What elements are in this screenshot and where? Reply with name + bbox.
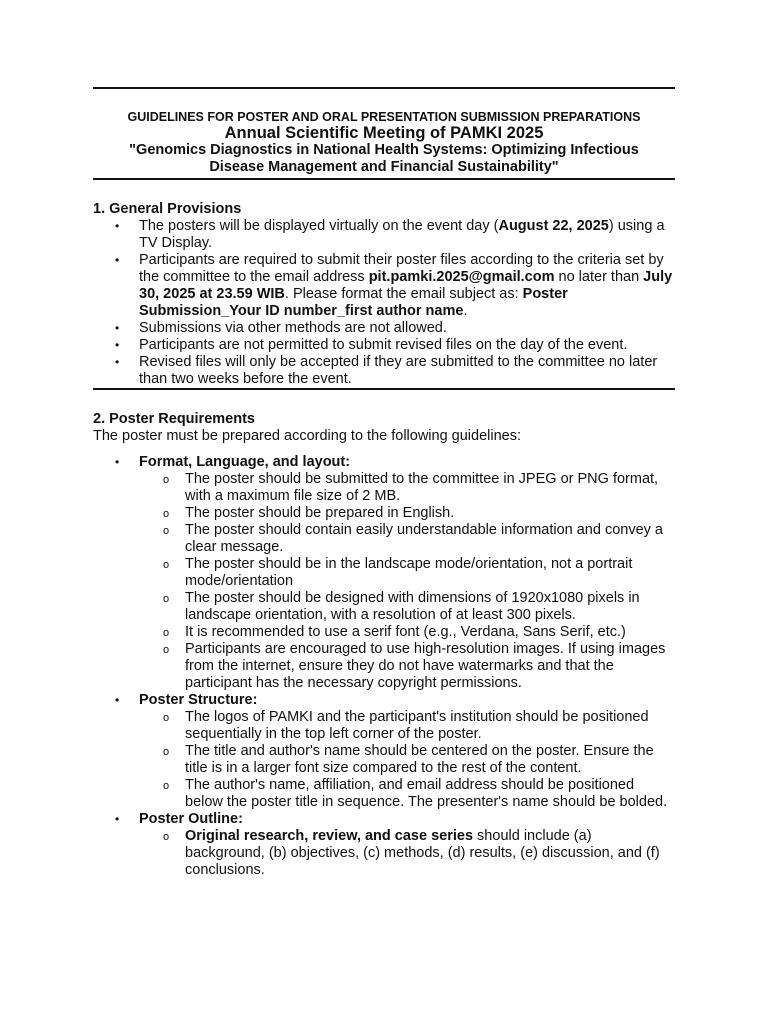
- submission-deadline: July 30, 2025 at 23.59 WIB: [139, 269, 673, 302]
- general-provisions-list: [93, 218, 675, 388]
- list-item: o The poster should be submitted to the committee in JPEG or PNG format, with a maximum file size of 2 MB.: [163, 471, 659, 504]
- structure-heading: Poster Structure:: [139, 692, 258, 708]
- poster-structure-bullet: [93, 692, 675, 709]
- bullet-icon: •: [115, 253, 120, 267]
- list-item: o Original research, review, and case series should include (a) background, (b) objectives, (c) methods, (d) results, (e) discussion, and (f) conclusions.: [163, 828, 660, 878]
- theme-line-2: Disease Management and Financial Sustainability": [209, 159, 559, 175]
- circle-bullet-icon: o: [163, 508, 170, 520]
- list-item: o The poster should be designed with dimensions of 1920x1080 pixels in landscape orientation, with a resolution of at least 300 pixels.: [163, 590, 640, 623]
- list-item: [93, 692, 675, 709]
- theme-line-1: "Genomics Diagnostics in National Health Systems: Optimizing Infectious: [129, 142, 639, 158]
- circle-bullet-icon: o: [163, 627, 170, 639]
- bullet-icon: •: [115, 355, 120, 369]
- circle-bullet-icon: o: [163, 474, 170, 486]
- circle-bullet-icon: o: [163, 644, 170, 656]
- list-item: o It is recommended to use a serif font (e.g., Verdana, Sans Serif, etc.): [163, 624, 626, 640]
- list-item: o Participants are encouraged to use high-resolution images. If using images from the internet, ensure they do not have watermarks and that the participant has the necessary copyright permissions.: [163, 641, 666, 691]
- list-item: o The poster should be in the landscape mode/orientation, not a portrait mode/orientation: [163, 556, 633, 589]
- format-heading: Format, Language, and layout:: [139, 454, 351, 470]
- section-intro: The poster must be prepared according to the following guidelines:: [93, 428, 522, 444]
- circle-bullet-icon: o: [163, 525, 170, 537]
- list-item: o The poster should be prepared in English.: [163, 505, 455, 521]
- guidelines-title: GUIDELINES FOR POSTER AND ORAL PRESENTATION SUBMISSION PREPARATIONS: [127, 110, 641, 124]
- circle-bullet-icon: o: [163, 831, 170, 843]
- section-rule: [93, 388, 675, 390]
- circle-bullet-icon: o: [163, 593, 170, 605]
- list-item: o The title and author's name should be centered on the poster. Ensure the title is in a larger font size compared to the rest of the content.: [163, 743, 654, 776]
- list-item: • Participants are required to submit their poster files according to the criteria set by the committee to the email address pit.pamki.2025@gmail.com no later than July 30, 2025 at 23.59 WIB. Please format the email subject as: Poster Submission_Your ID number_first author name.: [115, 252, 673, 319]
- bullet-icon: •: [115, 338, 120, 352]
- circle-bullet-icon: o: [163, 559, 170, 571]
- circle-bullet-icon: o: [163, 746, 170, 758]
- header-rule: [93, 178, 675, 180]
- list-item: • Submissions via other methods are not allowed.: [115, 320, 447, 336]
- circle-bullet-icon: o: [163, 712, 170, 724]
- poster-outline-bullet: [93, 811, 675, 828]
- bullet-icon: •: [115, 812, 120, 826]
- outline-list: [93, 828, 675, 879]
- bullet-icon: •: [115, 693, 120, 707]
- poster-requirements-list: [93, 454, 675, 471]
- email-subject-format: Poster Submission_Your ID number_first author name: [139, 286, 568, 319]
- list-item: • The posters will be displayed virtually on the event day (August 22, 2025) using a TV Display.: [115, 218, 665, 251]
- list-item: o The author's name, affiliation, and email address should be positioned below the poster title in sequence. The presenter's name should be bolded.: [163, 777, 668, 810]
- document-page: [93, 87, 675, 879]
- bullet-icon: •: [115, 321, 120, 335]
- bullet-icon: •: [115, 455, 120, 469]
- submission-email: pit.pamki.2025@gmail.com: [368, 269, 555, 285]
- circle-bullet-icon: o: [163, 780, 170, 792]
- bullet-icon: •: [115, 219, 120, 233]
- format-list: [93, 471, 675, 692]
- list-item: [93, 454, 675, 471]
- list-item: • Revised files will only be accepted if they are submitted to the committee no later than two weeks before the event.: [115, 354, 658, 387]
- meeting-title: Annual Scientific Meeting of PAMKI 2025: [224, 124, 544, 142]
- list-item: [93, 811, 675, 828]
- list-item: • Participants are not permitted to submit revised files on the day of the event.: [115, 337, 628, 353]
- list-item: o The logos of PAMKI and the participant's institution should be positioned sequentially in the top left corner of the poster.: [163, 709, 649, 742]
- section-general-provisions: [93, 201, 675, 388]
- list-item: o The poster should contain easily understandable information and convey a clear message.: [163, 522, 663, 555]
- top-rule: [93, 87, 675, 89]
- outline-heading: Poster Outline:: [139, 811, 243, 827]
- section-title: 2. Poster Requirements: [93, 411, 255, 427]
- structure-list: [93, 709, 675, 811]
- section-poster-requirements: [93, 411, 675, 879]
- document-header: [93, 110, 675, 176]
- section-title: 1. General Provisions: [93, 201, 242, 217]
